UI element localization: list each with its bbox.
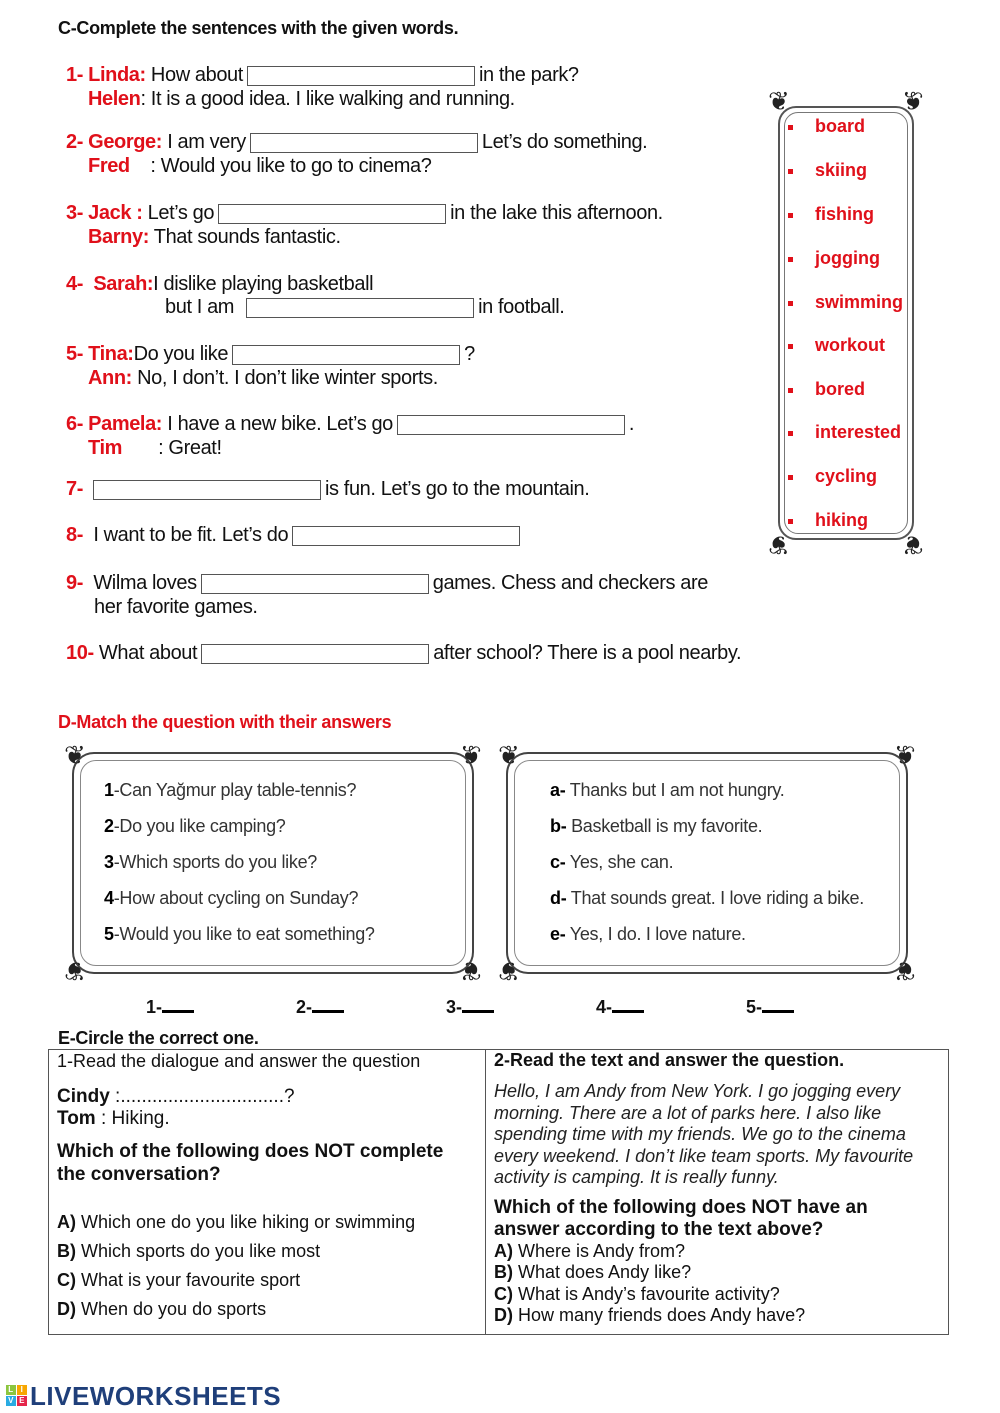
- text: games. Chess and checkers are: [432, 572, 708, 594]
- match-slot-4: [596, 996, 644, 1018]
- bullet-icon: [788, 519, 793, 524]
- section-e-title: E-Circle the correct one.: [58, 1028, 259, 1048]
- answer-letter: c-: [550, 852, 566, 872]
- item-2: [66, 131, 647, 154]
- text: : Great!: [158, 437, 222, 459]
- question-1-prompt: Which of the following does NOT complete the conversation?: [57, 1141, 444, 1185]
- word-bank-item: [788, 510, 868, 531]
- text: Thanks but I am not hungry.: [565, 780, 785, 800]
- question-item: [104, 924, 375, 945]
- flourish-icon: ❦: [64, 740, 86, 770]
- speaker: Jack :: [88, 202, 143, 224]
- bullet-icon: [788, 213, 793, 218]
- speaker: Ann:: [88, 367, 132, 389]
- text: That sounds fantastic.: [153, 226, 341, 248]
- text: I am very: [167, 131, 246, 153]
- questions-box: [64, 742, 482, 984]
- option-letter: A): [57, 1212, 76, 1232]
- flourish-icon: ❦: [768, 86, 790, 116]
- slot-label: 5-: [746, 997, 763, 1017]
- item-1: [66, 64, 579, 87]
- item-number: 8-: [66, 524, 83, 546]
- option-text: What does Andy like?: [513, 1262, 692, 1282]
- dialogue-line-1: [57, 1086, 477, 1108]
- answer-letter: e-: [550, 924, 566, 944]
- item-number: 10-: [66, 642, 94, 664]
- word: jogging: [815, 248, 880, 268]
- option-c[interactable]: [57, 1266, 477, 1295]
- word: swimming: [815, 292, 904, 312]
- flourish-icon: ❦: [902, 530, 924, 560]
- item-number: 7-: [66, 478, 83, 500]
- item-number: 4-: [66, 273, 83, 295]
- word-bank-item: [788, 292, 903, 313]
- item-number: 6-: [66, 413, 83, 435]
- bullet-icon: [788, 169, 793, 174]
- answer-input-8[interactable]: [292, 526, 520, 546]
- item-3: [66, 202, 663, 225]
- speaker: Barny:: [88, 226, 149, 248]
- flourish-icon: ❦: [894, 740, 916, 770]
- speaker: Pamela:: [88, 413, 163, 435]
- text: Do you like: [133, 343, 229, 365]
- section-c-title: C-Complete the sentences with the given words.: [58, 18, 459, 38]
- word-bank-item: [788, 335, 885, 356]
- match-slot-5: [746, 996, 794, 1018]
- match-slot-3: [446, 996, 494, 1018]
- option-b[interactable]: [494, 1262, 940, 1284]
- text: .: [628, 413, 635, 435]
- text: after school? There is a pool nearby.: [433, 642, 742, 664]
- text: Let’s do something.: [481, 131, 648, 153]
- bullet-icon: [788, 388, 793, 393]
- slot-label: 1-: [146, 997, 163, 1017]
- option-text: When do you do sports: [76, 1299, 267, 1319]
- answer-input-5[interactable]: [232, 345, 460, 365]
- bullet-icon: [788, 257, 793, 262]
- item-4-line2: [165, 296, 564, 319]
- text: Let’s go: [147, 202, 215, 224]
- word-bank-item: [788, 248, 880, 269]
- answer-input-3[interactable]: [218, 204, 446, 224]
- cube-letter: I: [17, 1385, 27, 1395]
- slot-label: 4-: [596, 997, 613, 1017]
- answer-item: [550, 816, 762, 837]
- dialogue-line-2: [57, 1108, 477, 1130]
- item-6-reply: [88, 437, 222, 460]
- item-10: [66, 642, 741, 665]
- word: interested: [815, 422, 902, 442]
- option-text: Where is Andy from?: [513, 1240, 686, 1261]
- speaker: Tina:: [88, 343, 134, 365]
- question-2-prompt: Which of the following does NOT have an answer according to the text above?: [494, 1196, 868, 1240]
- option-letter: B): [57, 1241, 76, 1261]
- option-text: How many friends does Andy have?: [513, 1305, 806, 1325]
- question-number: 2: [104, 816, 114, 836]
- option-letter: A): [494, 1240, 513, 1261]
- cube-letter: L: [6, 1385, 16, 1395]
- item-5: [66, 343, 475, 366]
- speaker: Tom: [57, 1108, 96, 1129]
- question-2-cell: [486, 1050, 949, 1335]
- bullet-icon: [788, 125, 793, 130]
- match-input-4[interactable]: [612, 996, 644, 1013]
- text: Basketball is my favorite.: [566, 816, 763, 836]
- item-5-reply: [88, 367, 438, 390]
- item-number: 2-: [66, 131, 83, 153]
- text: Yes, she can.: [565, 852, 674, 872]
- item-1-reply: [88, 88, 515, 111]
- answer-input-6[interactable]: [397, 415, 625, 435]
- item-number: 3-: [66, 202, 83, 224]
- liveworksheets-logo[interactable]: [6, 1381, 281, 1412]
- question-number: 3: [104, 852, 114, 872]
- reading-passage: Hello, I am Andy from New York. I go jogging every morning. There are a lot of parks here. I also like spending time with my friends. We go to the cinema every weekend. I don’t like team sports. My favourite activity is camping. It is really funny.: [494, 1081, 914, 1187]
- text[interactable]: :...............................?: [109, 1086, 295, 1107]
- question-item: [104, 888, 358, 909]
- option-d[interactable]: [57, 1295, 477, 1324]
- text: in football.: [478, 296, 565, 318]
- logo-cube-icon: [6, 1385, 28, 1407]
- text: ?: [464, 343, 475, 365]
- speaker: Tim: [88, 437, 122, 459]
- speaker: Fred: [88, 155, 130, 177]
- bullet-icon: [788, 431, 793, 436]
- text: No, I don’t. I don’t like winter sports.: [137, 367, 438, 389]
- text: : Hiking.: [95, 1108, 170, 1129]
- option-letter: B): [494, 1262, 513, 1282]
- word-bank-item: [788, 466, 877, 487]
- text: but I am: [165, 296, 235, 318]
- answer-item: [550, 780, 784, 801]
- item-9-line2: her favorite games.: [94, 596, 258, 618]
- answer-letter: d-: [550, 888, 567, 908]
- speaker: Sarah:: [93, 273, 154, 295]
- answer-input-9[interactable]: [201, 574, 429, 594]
- word-bank-item: [788, 422, 901, 443]
- match-slot-2: [296, 996, 344, 1018]
- item-3-reply: [88, 226, 341, 249]
- text: How about: [150, 64, 243, 86]
- item-2-reply: [88, 155, 431, 178]
- item-number: 9-: [66, 572, 83, 594]
- item-number: 1-: [66, 64, 83, 86]
- option-letter: D): [57, 1299, 76, 1319]
- bullet-icon: [788, 475, 793, 480]
- option-text: Which sports do you like most: [76, 1241, 321, 1261]
- slot-label: 3-: [446, 997, 463, 1017]
- answer-input-4[interactable]: [246, 298, 474, 318]
- question-1-cell: [49, 1050, 486, 1335]
- question-item: [104, 816, 286, 837]
- flourish-icon: ❦: [498, 740, 520, 770]
- item-7: [66, 478, 589, 501]
- answer-item: [550, 852, 673, 873]
- speaker: Linda:: [88, 64, 146, 86]
- question-number: 4: [104, 888, 114, 908]
- word: skiing: [815, 160, 868, 180]
- flourish-icon: ❦: [498, 956, 520, 986]
- flourish-icon: ❦: [768, 530, 790, 560]
- cube-letter: V: [6, 1396, 16, 1406]
- text: I dislike playing basketball: [153, 273, 374, 295]
- word-bank-item: [788, 204, 874, 225]
- match-input-3[interactable]: [462, 996, 494, 1013]
- item-9: [66, 572, 708, 595]
- text: in the park?: [478, 64, 579, 86]
- flourish-icon: ❦: [460, 740, 482, 770]
- option-text: What is Andy’s favourite activity?: [513, 1283, 780, 1304]
- question-item: [104, 852, 317, 873]
- word: bored: [815, 379, 866, 399]
- option-b[interactable]: [57, 1237, 477, 1266]
- text: -How about cycling on Sunday?: [113, 888, 359, 908]
- text: I want to be fit. Let’s do: [93, 524, 289, 546]
- option-letter: D): [494, 1305, 513, 1325]
- speaker: Helen: [88, 88, 141, 110]
- speaker: George:: [88, 131, 163, 153]
- answer-input-10[interactable]: [201, 644, 429, 664]
- flourish-icon: ❦: [460, 956, 482, 986]
- text: Yes, I do. I love nature.: [565, 924, 746, 944]
- logo-text: LIVEWORKSHEETS: [30, 1381, 282, 1411]
- word: cycling: [815, 466, 878, 486]
- text: That sounds great. I love riding a bike.: [566, 888, 864, 908]
- question-item: [104, 780, 356, 801]
- question-1-options: [57, 1208, 477, 1324]
- question-2-options: [494, 1241, 940, 1327]
- answer-letter: b-: [550, 816, 567, 836]
- speaker: Cindy: [57, 1086, 110, 1107]
- option-d[interactable]: [494, 1305, 940, 1327]
- answer-input-1[interactable]: [247, 66, 475, 86]
- word-bank-item: [788, 116, 865, 137]
- text: -Which sports do you like?: [113, 852, 318, 872]
- word: board: [815, 116, 866, 136]
- match-input-2[interactable]: [312, 996, 344, 1013]
- option-letter: C): [57, 1270, 76, 1290]
- flourish-icon: ❦: [902, 86, 924, 116]
- option-text: Which one do you like hiking or swimming: [76, 1212, 416, 1232]
- question-1-header: 1-Read the dialogue and answer the question: [57, 1051, 421, 1071]
- text: Wilma loves: [93, 572, 197, 594]
- text: -Can Yağmur play table-tennis?: [113, 780, 357, 800]
- text: is fun. Let’s go to the mountain.: [324, 478, 590, 500]
- match-input-1[interactable]: [162, 996, 194, 1013]
- question-number: 1: [104, 780, 114, 800]
- flourish-icon: ❦: [894, 956, 916, 986]
- text: : It is a good idea. I like walking and running.: [140, 88, 515, 110]
- text: : Would you like to go to cinema?: [150, 155, 432, 177]
- flourish-icon: ❦: [64, 956, 86, 986]
- option-text: What is your favourite sport: [76, 1270, 301, 1290]
- text: What about: [98, 642, 198, 664]
- section-d-title: D-Match the question with their answers: [58, 712, 392, 732]
- answer-item: [550, 924, 746, 945]
- option-c[interactable]: [494, 1284, 940, 1306]
- word-bank-item: [788, 160, 867, 181]
- slot-label: 2-: [296, 997, 313, 1017]
- section-e-table: [48, 1049, 949, 1335]
- text: -Do you like camping?: [113, 816, 286, 836]
- word: workout: [815, 335, 885, 355]
- word: hiking: [815, 510, 868, 530]
- answers-box: [498, 742, 916, 984]
- item-number: 5-: [66, 343, 83, 365]
- bullet-icon: [788, 301, 793, 306]
- answer-input-7[interactable]: [93, 480, 321, 500]
- item-8: [66, 524, 524, 547]
- match-slot-1: [146, 996, 194, 1018]
- match-input-5[interactable]: [762, 996, 794, 1013]
- question-2-header: 2-Read the text and answer the question.: [494, 1050, 845, 1070]
- word-bank: [766, 88, 926, 558]
- answer-letter: a-: [550, 780, 566, 800]
- item-6: [66, 413, 634, 436]
- question-number: 5: [104, 924, 114, 944]
- text: I have a new bike. Let’s go: [167, 413, 393, 435]
- cube-letter: E: [17, 1396, 27, 1406]
- word-bank-item: [788, 379, 865, 400]
- option-a[interactable]: [57, 1208, 477, 1237]
- text: -Would you like to eat something?: [113, 924, 375, 944]
- option-a[interactable]: [494, 1241, 940, 1263]
- option-letter: C): [494, 1283, 513, 1304]
- word: fishing: [815, 204, 874, 224]
- item-4: [66, 273, 373, 296]
- text: in the lake this afternoon.: [450, 202, 663, 224]
- answer-input-2[interactable]: [250, 133, 478, 153]
- bullet-icon: [788, 344, 793, 349]
- answer-item: [550, 888, 864, 909]
